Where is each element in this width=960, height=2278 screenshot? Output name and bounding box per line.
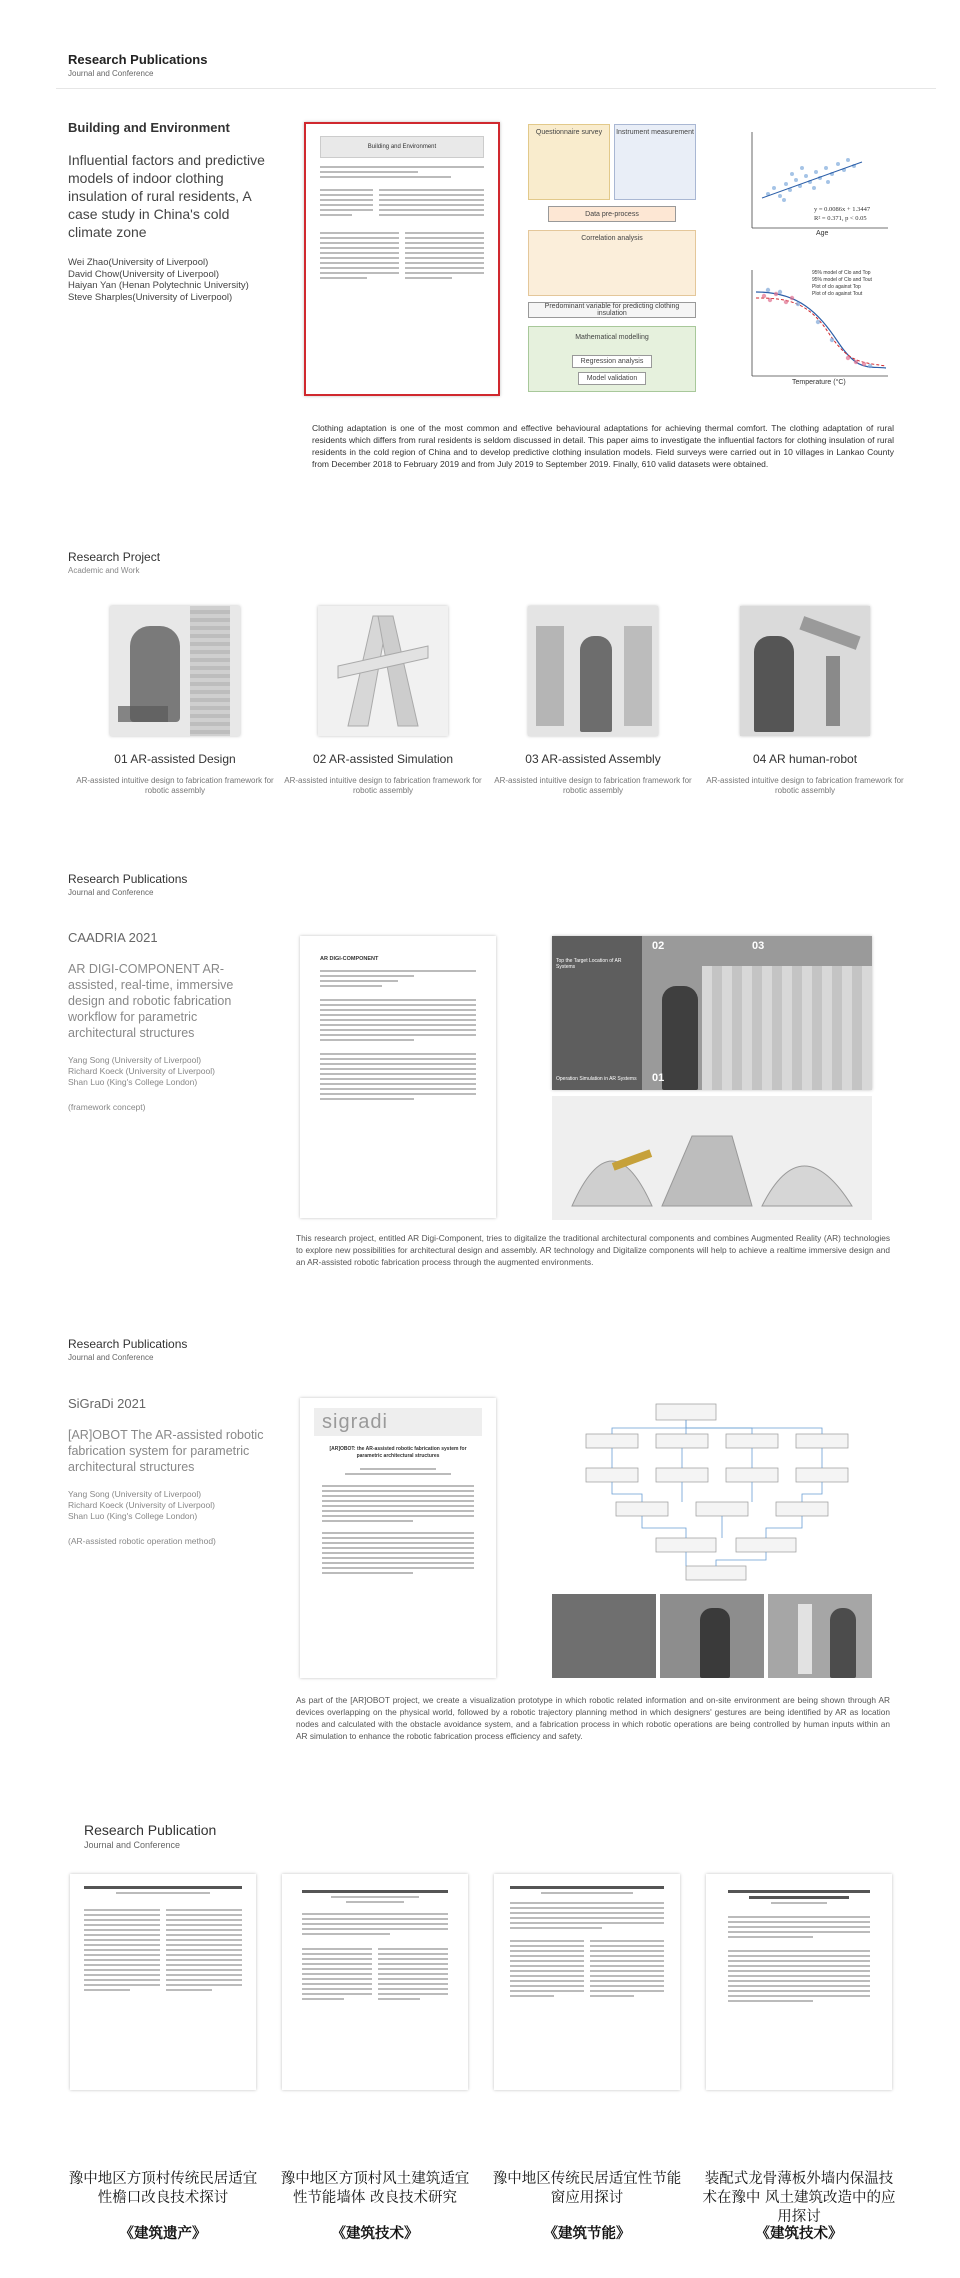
pub3-photo-strip (552, 1594, 872, 1678)
pub4-paper-thumbnail[interactable] (494, 1874, 680, 2090)
flow-box-label: Model validation (578, 372, 647, 385)
pub3-paper-thumbnail[interactable] (300, 1398, 496, 1678)
pub3-authors (68, 1489, 268, 1522)
flow-box: Correlation analysis (528, 230, 696, 296)
pub1-curve-plot (728, 262, 896, 394)
pub3-header: Research Publications (68, 1337, 188, 1351)
ar-number: 02 (652, 940, 665, 952)
page-title: Research Publications (68, 52, 208, 67)
research-project-title: Research Project (68, 550, 161, 564)
legend-entry: Plot of clo against Tout (812, 291, 863, 297)
pub2-author: Yang Song (University of Liverpool) (68, 1055, 202, 1065)
pub3-conf: SiGraDi 2021 (68, 1396, 147, 1411)
pub4-header-sub: Journal and Conference (84, 1840, 181, 1850)
pub3-paper-logo-box (314, 1408, 482, 1436)
project-desc: AR-assisted intuitive design to fabrication framework for robotic assembly (706, 776, 904, 795)
sigradi-logo: sigradi (322, 1410, 388, 1433)
pub4-paper-thumbnail[interactable] (70, 1874, 256, 2090)
flow-box: Questionnaire survey (528, 124, 610, 200)
pub3-note: (AR-assisted robotic operation method) (68, 1536, 216, 1546)
pub1-author: Haiyan Yan (Henan Polytechnic University) (68, 280, 249, 291)
pub4-paper-thumbnail[interactable] (282, 1874, 468, 2090)
flow-box-label: Mathematical modelling (575, 333, 649, 341)
pub3-diagram (556, 1398, 868, 1586)
flow-box (528, 326, 696, 392)
pub4-journal: 《建筑技术》 (755, 2226, 843, 2242)
scatter-equation: y = 0.0086x + 1.3447 (814, 206, 871, 213)
pub4-journal: 《建筑遗产》 (119, 2226, 207, 2242)
pub3-abstract: As part of the [AR]OBOT project, we create a visualization prototype in which robotic related information and on-site environment are being shown through AR devices overlapping on the physical world, followed by a robotic trajectory planning method in which designers' gestures are being identified by AR as location nodes and calculated with the obstacle avoidance system, and a fabrication process in which robotic operations are being controlled by human inputs within an AR simulation to enhance the robotic fabrication process efficiency and safety. (296, 1695, 890, 1741)
pub1-authors (68, 257, 268, 303)
pub1-flowchart (528, 124, 696, 394)
pub4-grid (0, 1874, 960, 2274)
pub2-paper-heading: AR DIGI-COMPONENT (320, 956, 379, 962)
pub4-paper-thumbnail[interactable] (706, 1874, 892, 2090)
simulation-svg (318, 606, 448, 736)
pub2-abstract: This research project, entitled AR Digi-Component, tries to digitalize the traditional architectural components and combines Augmented Reality (AR) technologies to explore new possibilities for architectural design and assembly. AR technology and Digitalize components will help to achieve a realtime immersive design and an AR-assisted robotic fabrication process through the augmented environments. (296, 1233, 890, 1267)
pub3-title: [AR]OBOT The AR-assisted robotic fabrication system for parametric architectural structures (68, 1428, 264, 1474)
project-desc: AR-assisted intuitive design to fabrication framework for robotic assembly (76, 776, 274, 795)
pub1-journal: Building and Environment (68, 120, 230, 135)
page-subtitle: Journal and Conference (68, 69, 154, 78)
pub3-photo[interactable] (768, 1594, 872, 1678)
pub2-title: AR DIGI-COMPONENT AR-assisted, real-time, immersive design and robotic fabrication workflow for parametric architectural structures (68, 962, 234, 1040)
flow-box: Data pre-process (548, 206, 676, 222)
pub2-structure-render (552, 1096, 872, 1220)
pub3-header-sub: Journal and Conference (68, 1353, 154, 1362)
divider (56, 88, 936, 89)
legend-entry: 95% model of Clo and Top (812, 270, 871, 276)
project-desc: AR-assisted intuitive design to fabrication framework for robotic assembly (284, 776, 482, 795)
project-title: 04 AR human-robot (752, 752, 858, 766)
pub3-author: Richard Koeck (University of Liverpool) (68, 1500, 215, 1510)
pub4-header: Research Publication (84, 1822, 217, 1838)
scatter-r2: R² = 0.371, p < 0.05 (814, 215, 867, 222)
research-project-subtitle: Academic and Work (68, 566, 140, 575)
project-image[interactable] (318, 606, 448, 736)
pub4-title: 豫中地区方顶村传统民居适宜性檐口改良技术探讨 (68, 2171, 258, 2206)
pub2-authors (68, 1055, 268, 1088)
pub3-paper-heading: [AR]OBOT: the AR-assisted robotic fabrication system for parametric architectural structures (329, 1446, 467, 1459)
scatter-xlabel: Age (816, 230, 829, 237)
project-image[interactable] (110, 606, 240, 736)
pub2-ar-image[interactable] (552, 936, 872, 1090)
pub2-paper-thumbnail[interactable] (300, 936, 496, 1218)
project-image[interactable] (528, 606, 658, 736)
pub1-text-column (68, 120, 268, 303)
ar-number: 03 (752, 940, 765, 952)
pub4-title: 豫中地区方顶村风土建筑适宜性节能墙体 改良技术研究 (280, 2171, 470, 2206)
pub2-author: Richard Koeck (University of Liverpool) (68, 1066, 215, 1076)
curve-xlabel: Temperature (°C) (792, 379, 846, 386)
pub1-scatter-plot (728, 124, 896, 244)
pub2-conf: CAADRIA 2021 (68, 930, 158, 945)
pub1-author: David Chow(University of Liverpool) (68, 268, 219, 280)
pub2-text-column (68, 930, 268, 1112)
project-desc: AR-assisted intuitive design to fabrication framework for robotic assembly (494, 776, 692, 795)
project-grid (0, 606, 960, 806)
flow-box: Instrument measurement (614, 124, 696, 200)
pub3-text-column (68, 1396, 268, 1546)
project-image[interactable] (740, 606, 870, 736)
project-title: 02 AR-assisted Simulation (312, 752, 454, 766)
pub4-journal: 《建筑节能》 (543, 2226, 631, 2242)
pub2-note: (framework concept) (68, 1102, 146, 1112)
pub1-abstract: Clothing adaptation is one of the most common and effective behavioural adaptations for achieving thermal comfort. The clothing adaptation of rural residents which differs from rural residents is seldom discussed in detail. This paper aims to investigate the influential factors for clothing insulation of rural residents in the cold region of China and to develop predictive clothing insulation models. Field surveys were carried out in 10 villages in Lankao County from December 2018 to February 2019 and from July 2019 to September 2019. Finally, 610 valid datasets were obtained. (312, 423, 894, 469)
ar-label: Operation Simulation in AR Systems (556, 1076, 637, 1082)
flow-box-label: Regression analysis (572, 355, 653, 368)
pub4-journal: 《建筑技术》 (331, 2226, 419, 2242)
legend-entry: Plot of clo against Top (812, 284, 861, 290)
ar-label: Top the Target Location of AR Systems (556, 958, 622, 970)
pub4-title: 豫中地区传统民居适宜性节能窗应用探讨 (492, 2171, 682, 2206)
legend-entry: 95% model of Clo and Tout (812, 277, 872, 283)
curve-legend (812, 270, 872, 298)
pub3-photo[interactable] (552, 1594, 656, 1678)
pub1-author: Wei Zhao(University of Liverpool) (68, 257, 209, 268)
ar-number: 01 (652, 1072, 665, 1084)
scatter-svg (728, 124, 896, 244)
pub3-photo[interactable] (660, 1594, 764, 1678)
framework-diagram-svg (556, 1398, 868, 1586)
project-title: 01 AR-assisted Design (114, 752, 236, 766)
pub1-paper-journal-banner: Building and Environment (320, 136, 484, 158)
structure-svg (552, 1096, 872, 1220)
pub2-header-sub: Journal and Conference (68, 888, 154, 897)
pub3-author: Shan Luo (King's College London) (68, 1511, 198, 1521)
flow-box: Predominant variable for predicting clothing insulation (528, 302, 696, 318)
project-title: 03 AR-assisted Assembly (525, 752, 661, 766)
pub1-paper-thumbnail[interactable] (304, 122, 500, 396)
pub2-author: Shan Luo (King's College London) (68, 1077, 198, 1087)
pub1-title: Influential factors and predictive models of indoor clothing insulation of rural residents, A case study in China's cold climate zone (68, 152, 265, 240)
pub1-author: Steve Sharples(University of Liverpool) (68, 291, 233, 303)
pub4-title: 装配式龙骨薄板外墙内保温技术在豫中 风土建筑改造中的应用探讨 (702, 2171, 896, 2225)
pub2-header: Research Publications (68, 872, 188, 886)
pub3-author: Yang Song (University of Liverpool) (68, 1489, 202, 1499)
